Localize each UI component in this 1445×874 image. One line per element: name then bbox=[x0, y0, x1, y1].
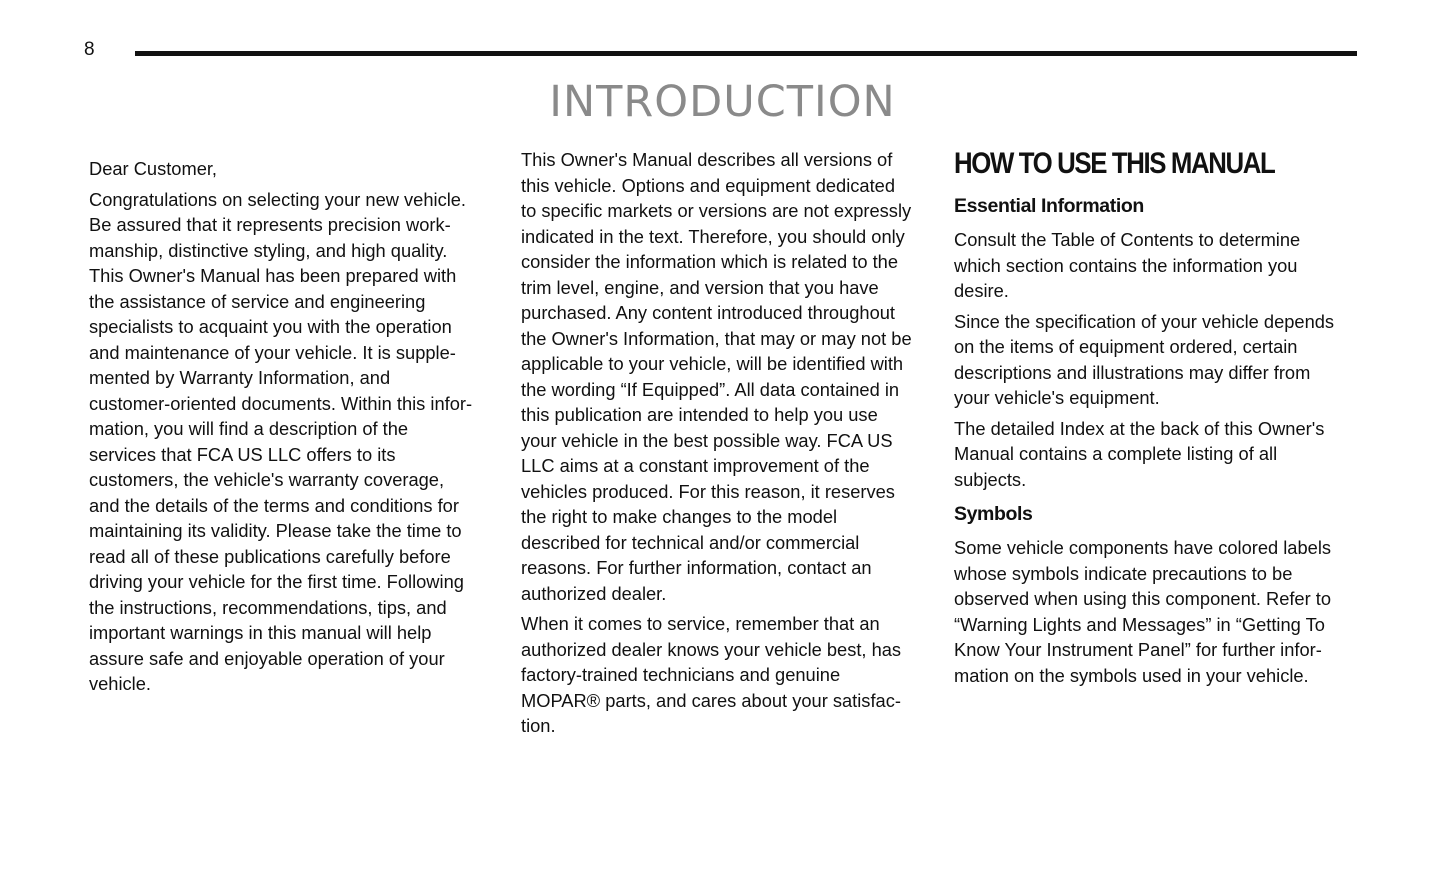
text-line: factory-trained technicians and genuine bbox=[521, 664, 841, 685]
text-line: vehicle. bbox=[89, 673, 151, 694]
text-line: the Owner's Information, that may or may not be bbox=[521, 327, 912, 349]
text-line: driving your vehicle for the first time. Following bbox=[89, 571, 464, 592]
text-line: maintaining its validity. Please take the time to bbox=[89, 520, 462, 541]
text-line: trim level, engine, and version that you have bbox=[521, 276, 879, 298]
header-rule bbox=[135, 51, 1357, 56]
column-right bbox=[954, 144, 1364, 693]
text-line: described for technical and/or commercial bbox=[521, 531, 860, 553]
symbols-paragraph bbox=[954, 535, 1364, 688]
column-middle bbox=[521, 147, 926, 744]
text-line: mation, you will find a description of the bbox=[89, 418, 409, 439]
text-line: the assistance of service and engineering bbox=[89, 290, 426, 312]
text-line: When it comes to service, remember that an bbox=[521, 613, 880, 634]
text-line: purchased. Any content introduced throughout bbox=[521, 302, 896, 323]
text-line: customers, the vehicle's warranty coverage, bbox=[89, 469, 445, 490]
chapter-title: INTRODUCTION bbox=[549, 77, 896, 127]
text-line: and the details of the terms and conditions for bbox=[89, 494, 459, 516]
text-line: Congratulations on selecting your new vehicle. bbox=[89, 188, 467, 210]
text-line: authorized dealer knows your vehicle best, has bbox=[521, 638, 902, 660]
text-line: “Warning Lights and Messages” in “Getting To bbox=[954, 613, 1325, 635]
text-line: your vehicle's equipment. bbox=[954, 387, 1160, 408]
text-line: This Owner's Manual has been prepared with bbox=[89, 265, 457, 286]
text-line: consider the information which is related to the bbox=[521, 251, 898, 272]
essential-information-heading: Essential Information bbox=[954, 195, 1144, 217]
text-line: Be assured that it represents precision work- bbox=[89, 214, 451, 235]
text-line: on the items of equipment ordered, certain bbox=[954, 336, 1298, 357]
text-line: to specific markets or versions are not expressly bbox=[521, 200, 912, 221]
salutation: Dear Customer, bbox=[89, 158, 218, 179]
page-number: 8 bbox=[84, 39, 95, 60]
text-line: tion. bbox=[521, 715, 556, 736]
text-line: this vehicle. Options and equipment dedicated bbox=[521, 174, 895, 196]
welcome-paragraph bbox=[89, 187, 499, 697]
text-line: descriptions and illustrations may differ from bbox=[954, 361, 1311, 383]
text-line: assure safe and enjoyable operation of your bbox=[89, 647, 445, 669]
text-line: whose symbols indicate precautions to be bbox=[954, 562, 1293, 584]
text-line: applicable to your vehicle, will be identified with bbox=[521, 353, 904, 374]
text-line: Know Your Instrument Panel” for further infor- bbox=[954, 639, 1322, 660]
text-line: Manual contains a complete listing of all bbox=[954, 443, 1278, 464]
text-line: LLC aims at a constant improvement of the bbox=[521, 455, 870, 476]
text-line: Since the specification of your vehicle depends bbox=[954, 310, 1335, 332]
text-line: This Owner's Manual describes all versions of bbox=[521, 149, 893, 170]
text-line: read all of these publications carefully before bbox=[89, 545, 451, 567]
text-line: mation on the symbols used in your vehicle. bbox=[954, 664, 1309, 686]
text-line: authorized dealer. bbox=[521, 582, 667, 604]
text-line: this publication are intended to help you use bbox=[521, 404, 878, 425]
text-line: manship, distinctive styling, and high quality. bbox=[89, 239, 448, 261]
column-left bbox=[89, 156, 499, 702]
table-of-contents-paragraph bbox=[954, 227, 1364, 304]
text-line: specialists to acquaint you with the operation bbox=[89, 316, 452, 337]
text-line: vehicles produced. For this reason, it reserves bbox=[521, 480, 895, 502]
text-line: the instructions, recommendations, tips, and bbox=[89, 596, 447, 618]
text-line: your vehicle in the best possible way. FCA US bbox=[521, 429, 893, 451]
manual-versions-paragraph bbox=[521, 147, 926, 606]
service-paragraph bbox=[521, 611, 926, 739]
section-heading: HOW TO USE THIS MANUAL bbox=[954, 147, 1275, 180]
text-line: Consult the Table of Contents to determine bbox=[954, 229, 1301, 250]
specification-paragraph bbox=[954, 309, 1364, 411]
text-line: the right to make changes to the model bbox=[521, 506, 838, 527]
text-line: reasons. For further information, contact an bbox=[521, 557, 872, 578]
text-line: which section contains the information you bbox=[954, 254, 1298, 276]
text-line: MOPAR® parts, and cares about your satisfac- bbox=[521, 689, 901, 711]
text-line: desire. bbox=[954, 280, 1009, 301]
text-line: Some vehicle components have colored labels bbox=[954, 537, 1332, 558]
text-line: the wording “If Equipped”. All data contained in bbox=[521, 378, 900, 400]
text-line: mented by Warranty Information, and bbox=[89, 367, 391, 388]
text-line: important warnings in this manual will help bbox=[89, 622, 432, 643]
text-line: indicated in the text. Therefore, you should only bbox=[521, 225, 905, 247]
text-line: subjects. bbox=[954, 468, 1027, 490]
text-line: and maintenance of your vehicle. It is supple- bbox=[89, 341, 456, 363]
symbols-heading: Symbols bbox=[954, 503, 1033, 525]
text-line: observed when using this component. Refer to bbox=[954, 588, 1332, 609]
index-paragraph bbox=[954, 416, 1364, 493]
text-line: customer-oriented documents. Within this infor- bbox=[89, 392, 473, 414]
text-line: The detailed Index at the back of this Owner's bbox=[954, 417, 1325, 439]
text-line: services that FCA US LLC offers to its bbox=[89, 443, 396, 465]
